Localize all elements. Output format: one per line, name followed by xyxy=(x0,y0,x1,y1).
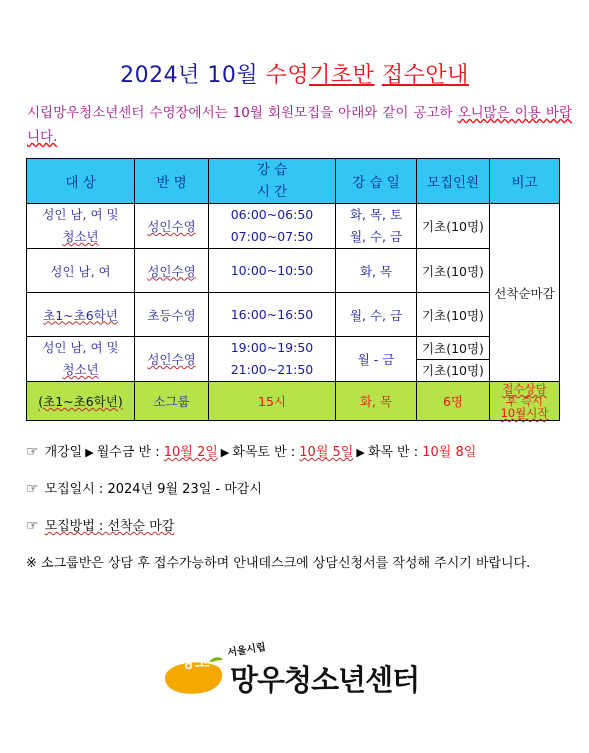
table-row xyxy=(27,337,560,360)
header-capacity: 모집인원 xyxy=(417,159,490,204)
open-seg-2: 화목토 반 : xyxy=(232,445,300,460)
open-seg-1: 월수금 반 : xyxy=(96,445,164,460)
table-row xyxy=(27,249,560,293)
header-days: 강 습 일 xyxy=(336,159,417,204)
row-3-days: 월, 수, 금 xyxy=(336,293,417,337)
header-time-line-1: 강 습 xyxy=(256,162,288,178)
header-class: 반 명 xyxy=(135,159,209,204)
table-row xyxy=(27,293,560,337)
row-1-target xyxy=(27,204,135,249)
row-1-class-label: 성인수영 xyxy=(147,219,196,234)
row-4-class-label: 성인수영 xyxy=(147,352,196,367)
row-3-target-label: 초1~초6학년 xyxy=(43,307,118,323)
logo-mark-text: 망고 xyxy=(180,653,210,671)
row-4-capacity-2: 기초(10명) xyxy=(417,359,490,382)
row-5-target xyxy=(27,382,135,421)
row-5-class: 소그룹 xyxy=(135,382,209,421)
row-2-time: 10:00~10:50 xyxy=(209,249,336,293)
row-5-target-label: (초1~초6학년) xyxy=(38,394,123,409)
row-5-time: 15시 xyxy=(209,382,336,421)
row-1-class xyxy=(135,204,209,249)
center-logo xyxy=(157,638,437,698)
row-5-note-2: 후 즉시 xyxy=(506,394,543,408)
row-5-note-1: 접수상담 xyxy=(502,382,547,396)
row-3-capacity: 기초(10명) xyxy=(417,293,490,337)
triangle-right-icon: ▶ xyxy=(220,446,230,459)
open-date-1: 10월 2일 xyxy=(163,445,218,460)
header-target: 대 상 xyxy=(27,159,135,204)
schedule-table xyxy=(26,158,560,421)
row-5-capacity: 6명 xyxy=(417,382,490,421)
title-part-1: 2024년 10월 xyxy=(120,63,266,88)
table-header-row xyxy=(27,159,560,204)
open-label: 개강일 xyxy=(44,445,83,460)
row-4-days: 월 - 금 xyxy=(336,337,417,382)
triangle-right-icon: ▶ xyxy=(85,446,94,459)
small-group-notice: ※ 소그룹반은 상담 후 접수가능하며 안내데스크에 상담신청서를 작성해 주시기 바랍니다. xyxy=(26,556,531,571)
header-time xyxy=(209,159,336,204)
row-2-target: 성인 남, 여 xyxy=(27,249,135,293)
row-5-days: 화, 목 xyxy=(336,382,417,421)
remark-cell: 선착순마감 xyxy=(490,204,560,382)
intro-main: 시립망우청소년센터 수영장에서는 10월 회원모집을 아래와 같이 공고하 xyxy=(27,105,453,121)
recruit-period-text: 모집일시 : 2024년 9월 23일 - 마감시 xyxy=(44,482,262,497)
row-3-time: 16:00~16:50 xyxy=(209,293,336,337)
row-4-time-2: 21:00~21:50 xyxy=(230,362,314,377)
pointing-hand-icon: ☞ xyxy=(26,481,39,497)
header-time-line-2: 시 간 xyxy=(256,184,288,200)
row-3-class: 초등수영 xyxy=(135,293,209,337)
logo-name: 망우청소년센터 xyxy=(230,663,420,697)
header-remark: 비고 xyxy=(490,159,560,204)
row-4-time-1: 19:00~19:50 xyxy=(230,340,314,355)
page-title xyxy=(0,58,589,89)
row-2-days: 화, 목 xyxy=(336,249,417,293)
row-1-time-1: 06:00~06:50 xyxy=(230,207,314,222)
intro-tail: 오니많은 이용 바랍니다. xyxy=(27,105,572,145)
title-part-2: 수영 xyxy=(265,63,310,88)
row-1-days-1: 화, 목, 토 xyxy=(349,207,403,222)
row-5-note-3: 10월시작 xyxy=(500,406,549,420)
recruit-method-text: 모집방법 : 선착순 마감 xyxy=(44,519,175,534)
opening-dates xyxy=(26,441,476,460)
row-2-capacity: 기초(10명) xyxy=(417,249,490,293)
row-2-class-label: 성인수영 xyxy=(147,263,196,279)
row-4-class xyxy=(135,337,209,382)
row-4-target-line-2: 청소년 xyxy=(62,362,99,377)
row-2-class xyxy=(135,249,209,293)
recruit-period xyxy=(26,478,262,497)
recruit-method xyxy=(26,515,174,534)
triangle-right-icon: ▶ xyxy=(356,446,365,459)
row-4-target-line-1: 성인 남, 여 및 xyxy=(42,340,119,355)
open-date-2: 10월 5일 xyxy=(299,445,354,460)
row-1-time xyxy=(209,204,336,249)
open-date-3: 10월 8일 xyxy=(422,445,477,460)
row-1-time-2: 07:00~07:50 xyxy=(230,229,314,244)
row-1-capacity: 기초(10명) xyxy=(417,204,490,249)
pointing-hand-icon: ☞ xyxy=(26,518,39,534)
row-1-days-2: 월, 수, 금 xyxy=(349,229,403,244)
table-row-small-group xyxy=(27,382,560,421)
row-4-time xyxy=(209,337,336,382)
row-4-target xyxy=(27,337,135,382)
row-4-capacity-1: 기초(10명) xyxy=(417,337,490,360)
logo-subtitle: 서울시립 xyxy=(226,642,267,659)
pointing-hand-icon: ☞ xyxy=(26,444,39,460)
table-row xyxy=(27,204,560,249)
title-part-5: 접수안내 xyxy=(381,63,469,88)
row-1-target-line-1: 성인 남, 여 및 xyxy=(42,207,119,222)
row-5-note xyxy=(490,382,560,421)
title-part-4 xyxy=(374,63,382,88)
intro-text xyxy=(27,101,572,149)
row-1-days xyxy=(336,204,417,249)
row-3-target xyxy=(27,293,135,337)
row-1-target-line-2: 청소년 xyxy=(62,229,99,244)
title-part-3: 기초반 xyxy=(309,63,375,88)
open-seg-3: 화목 반 : xyxy=(367,445,423,460)
